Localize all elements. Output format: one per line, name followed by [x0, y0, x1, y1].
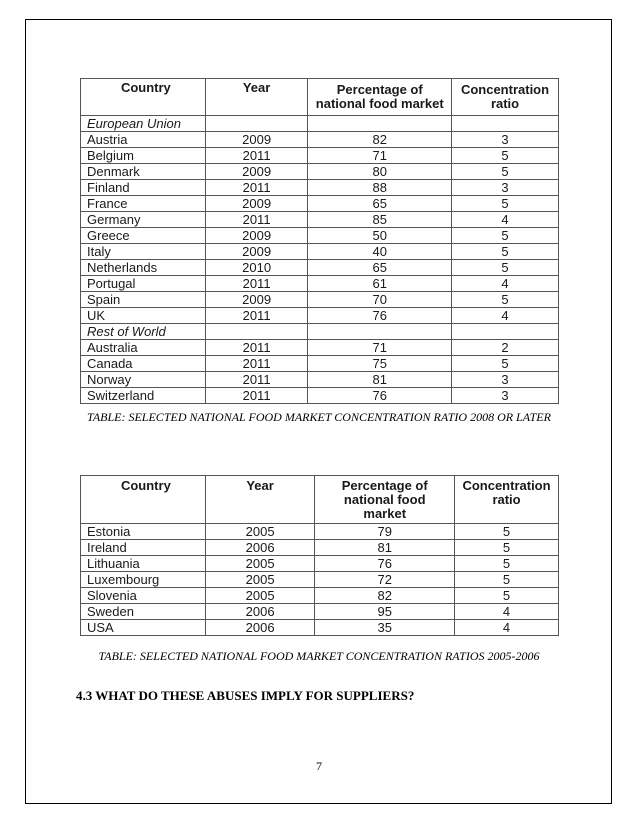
- year-cell: 2005: [205, 524, 315, 540]
- year-cell: 2011: [205, 340, 308, 356]
- year-cell: 2006: [205, 540, 315, 556]
- table-row: [81, 276, 559, 292]
- country-cell: Greece: [81, 228, 206, 244]
- year-cell: 2011: [205, 372, 308, 388]
- table-row: [81, 572, 559, 588]
- country-cell: Slovenia: [81, 588, 206, 604]
- country-cell: UK: [81, 308, 206, 324]
- table-row: [81, 388, 559, 404]
- country-cell: Spain: [81, 292, 206, 308]
- percentage-cell: 50: [308, 228, 452, 244]
- country-cell: Australia: [81, 340, 206, 356]
- empty-cell: [205, 324, 308, 340]
- year-cell: 2009: [205, 244, 308, 260]
- country-cell: Denmark: [81, 164, 206, 180]
- percentage-cell: 82: [308, 132, 452, 148]
- ratio-cell: 4: [455, 604, 559, 620]
- ratio-cell: 4: [452, 308, 559, 324]
- empty-cell: [452, 116, 559, 132]
- percentage-cell: 88: [308, 180, 452, 196]
- table-row: [81, 196, 559, 212]
- percentage-cell: 65: [308, 260, 452, 276]
- ratio-cell: 5: [452, 244, 559, 260]
- empty-cell: [452, 324, 559, 340]
- percentage-cell: 40: [308, 244, 452, 260]
- ratio-cell: 5: [455, 588, 559, 604]
- table-row: [81, 540, 559, 556]
- year-cell: 2009: [205, 196, 308, 212]
- header-percentage: Percentage of national food market: [308, 79, 452, 116]
- country-cell: Finland: [81, 180, 206, 196]
- section-heading: 4.3 WHAT DO THESE ABUSES IMPLY FOR SUPPLIERS?: [76, 688, 415, 703]
- table-row: [81, 292, 559, 308]
- ratio-cell: 5: [452, 260, 559, 276]
- group-row: [81, 116, 559, 132]
- empty-cell: [308, 116, 452, 132]
- table1-caption: TABLE: SELECTED NATIONAL FOOD MARKET CONCENTRATION RATIO 2008 OR LATER: [87, 410, 551, 424]
- table-row: [81, 164, 559, 180]
- percentage-cell: 75: [308, 356, 452, 372]
- ratio-cell: 5: [455, 556, 559, 572]
- country-cell: Austria: [81, 132, 206, 148]
- year-cell: 2011: [205, 180, 308, 196]
- table-row: [81, 132, 559, 148]
- percentage-cell: 70: [308, 292, 452, 308]
- country-cell: USA: [81, 620, 206, 636]
- country-cell: Canada: [81, 356, 206, 372]
- country-cell: Belgium: [81, 148, 206, 164]
- country-cell: Sweden: [81, 604, 206, 620]
- country-cell: Portugal: [81, 276, 206, 292]
- group-row: [81, 324, 559, 340]
- percentage-cell: 95: [315, 604, 455, 620]
- percentage-cell: 72: [315, 572, 455, 588]
- ratio-cell: 3: [452, 372, 559, 388]
- year-cell: 2006: [205, 604, 315, 620]
- percentage-cell: 81: [315, 540, 455, 556]
- concentration-table-2008-or-later: [80, 78, 559, 404]
- header-country: Country: [81, 476, 206, 524]
- table-row: [81, 372, 559, 388]
- year-cell: 2009: [205, 292, 308, 308]
- concentration-table-2005-2006: [80, 475, 559, 636]
- ratio-cell: 3: [452, 132, 559, 148]
- table-row: [81, 228, 559, 244]
- ratio-cell: 5: [452, 148, 559, 164]
- ratio-cell: 5: [452, 292, 559, 308]
- country-cell: Luxembourg: [81, 572, 206, 588]
- header-ratio: Concentration ratio: [452, 79, 559, 116]
- ratio-cell: 5: [455, 540, 559, 556]
- table-row: [81, 260, 559, 276]
- percentage-cell: 79: [315, 524, 455, 540]
- year-cell: 2005: [205, 572, 315, 588]
- country-cell: Italy: [81, 244, 206, 260]
- table-row: [81, 148, 559, 164]
- percentage-cell: 82: [315, 588, 455, 604]
- ratio-cell: 5: [452, 196, 559, 212]
- year-cell: 2009: [205, 132, 308, 148]
- percentage-cell: 61: [308, 276, 452, 292]
- ratio-cell: 3: [452, 180, 559, 196]
- ratio-cell: 5: [452, 228, 559, 244]
- table-row: [81, 180, 559, 196]
- table-row: [81, 524, 559, 540]
- percentage-cell: 85: [308, 212, 452, 228]
- percentage-cell: 76: [308, 308, 452, 324]
- year-cell: 2011: [205, 212, 308, 228]
- year-cell: 2009: [205, 228, 308, 244]
- ratio-cell: 4: [452, 276, 559, 292]
- year-cell: 2010: [205, 260, 308, 276]
- percentage-cell: 65: [308, 196, 452, 212]
- ratio-cell: 2: [452, 340, 559, 356]
- page-number: 7: [316, 759, 322, 773]
- header-ratio: Concentration ratio: [455, 476, 559, 524]
- country-cell: Ireland: [81, 540, 206, 556]
- table-row: [81, 604, 559, 620]
- year-cell: 2009: [205, 164, 308, 180]
- country-cell: Switzerland: [81, 388, 206, 404]
- percentage-cell: 80: [308, 164, 452, 180]
- header-year: Year: [205, 476, 315, 524]
- year-cell: 2011: [205, 148, 308, 164]
- ratio-cell: 4: [452, 212, 559, 228]
- country-cell: Estonia: [81, 524, 206, 540]
- country-cell: Germany: [81, 212, 206, 228]
- table-row: [81, 356, 559, 372]
- group-label: Rest of World: [81, 324, 206, 340]
- country-cell: Netherlands: [81, 260, 206, 276]
- header-percentage: Percentage of national food market: [315, 476, 455, 524]
- ratio-cell: 5: [452, 164, 559, 180]
- year-cell: 2005: [205, 556, 315, 572]
- table-row: [81, 212, 559, 228]
- percentage-cell: 76: [308, 388, 452, 404]
- year-cell: 2005: [205, 588, 315, 604]
- percentage-cell: 76: [315, 556, 455, 572]
- country-cell: France: [81, 196, 206, 212]
- country-cell: Norway: [81, 372, 206, 388]
- table-row: [81, 340, 559, 356]
- ratio-cell: 3: [452, 388, 559, 404]
- group-label: European Union: [81, 116, 206, 132]
- country-cell: Lithuania: [81, 556, 206, 572]
- ratio-cell: 5: [455, 572, 559, 588]
- table-row: [81, 620, 559, 636]
- percentage-cell: 35: [315, 620, 455, 636]
- table-row: [81, 244, 559, 260]
- year-cell: 2011: [205, 356, 308, 372]
- percentage-cell: 71: [308, 148, 452, 164]
- empty-cell: [205, 116, 308, 132]
- ratio-cell: 5: [452, 356, 559, 372]
- ratio-cell: 5: [455, 524, 559, 540]
- year-cell: 2011: [205, 308, 308, 324]
- header-country: Country: [81, 79, 206, 116]
- empty-cell: [308, 324, 452, 340]
- percentage-cell: 81: [308, 372, 452, 388]
- year-cell: 2011: [205, 276, 308, 292]
- table-row: [81, 588, 559, 604]
- percentage-cell: 71: [308, 340, 452, 356]
- table-row: [81, 556, 559, 572]
- year-cell: 2011: [205, 388, 308, 404]
- header-year: Year: [205, 79, 308, 116]
- ratio-cell: 4: [455, 620, 559, 636]
- year-cell: 2006: [205, 620, 315, 636]
- table-row: [81, 308, 559, 324]
- table2-caption: TABLE: SELECTED NATIONAL FOOD MARKET CONCENTRATION RATIOS 2005-2006: [98, 649, 540, 663]
